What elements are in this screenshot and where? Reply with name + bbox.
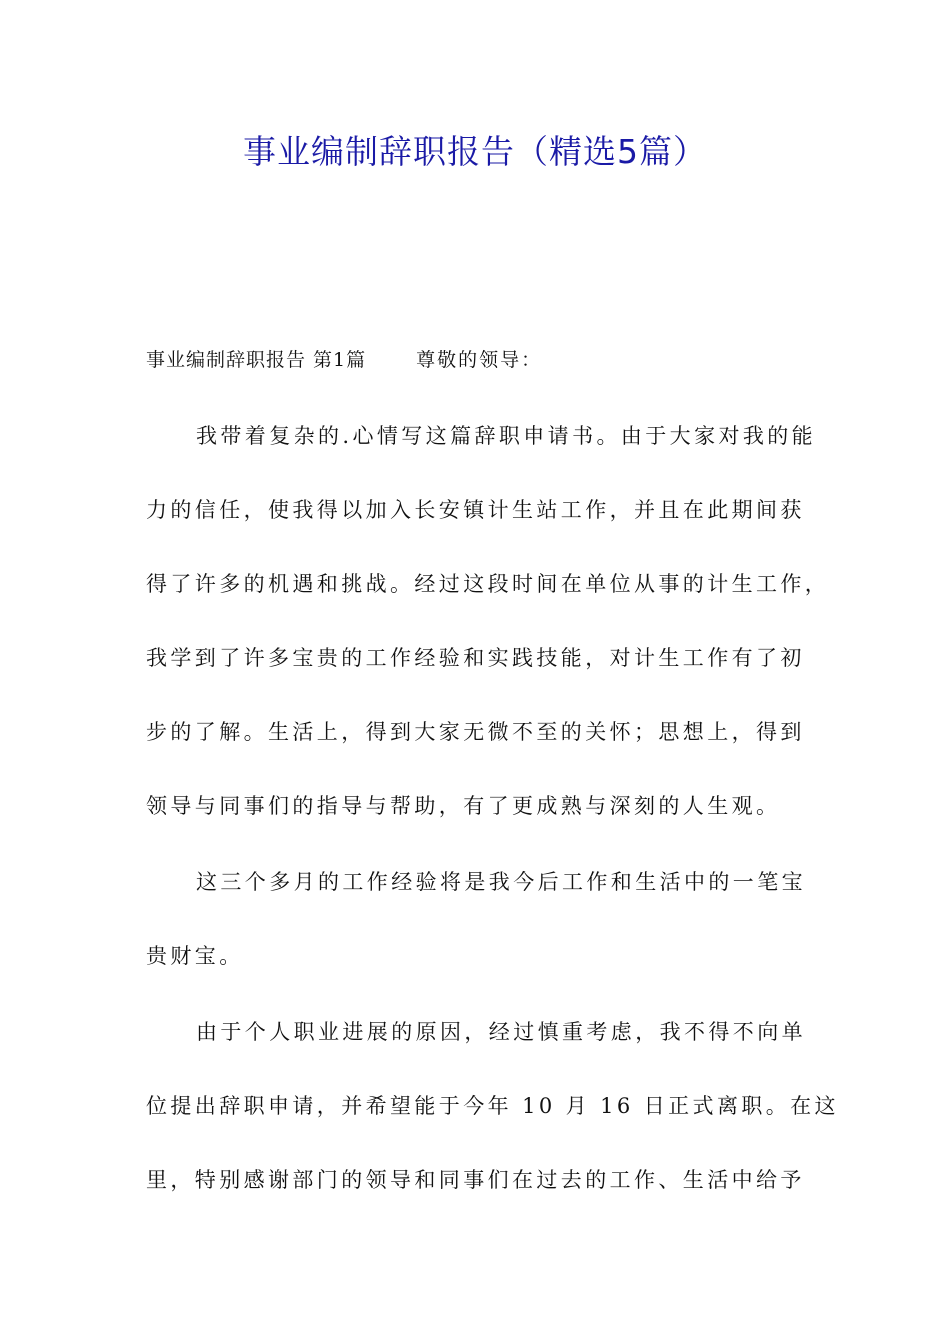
paragraph-line: 位提出辞职申请，并希望能于今年 10 月 16 日正式离职。在这 <box>146 1094 839 1118</box>
section-heading: 事业编制辞职报告 第1篇 <box>146 349 367 371</box>
paragraph-line: 领导与同事们的指导与帮助，有了更成熟与深刻的人生观。 <box>146 794 781 818</box>
section-heading-line <box>146 342 542 378</box>
paragraph-line: 我带着复杂的.心情写这篇辞职申请书。由于大家对我的能 <box>196 424 817 448</box>
paragraph-line: 得了许多的机遇和挑战。经过这段时间在单位从事的计生工作， <box>146 572 830 596</box>
greeting: 尊敬的领导： <box>416 349 543 371</box>
paragraph-line: 我学到了许多宝贵的工作经验和实践技能，对计生工作有了初 <box>146 646 805 670</box>
paragraph-line: 里，特别感谢部门的领导和同事们在过去的工作、生活中给予 <box>146 1168 805 1192</box>
paragraph-line: 这三个多月的工作经验将是我今后工作和生活中的一笔宝 <box>196 870 806 894</box>
paragraph-line: 贵财宝。 <box>146 944 244 968</box>
paragraph-line: 力的信任，使我得以加入长安镇计生站工作，并且在此期间获 <box>146 498 805 522</box>
document-title: 事业编制辞职报告（精选5篇） <box>243 132 707 171</box>
paragraph-line: 由于个人职业进展的原因，经过慎重考虑，我不得不向单 <box>196 1020 806 1044</box>
paragraph-line: 步的了解。生活上，得到大家无微不至的关怀；思想上，得到 <box>146 720 805 744</box>
